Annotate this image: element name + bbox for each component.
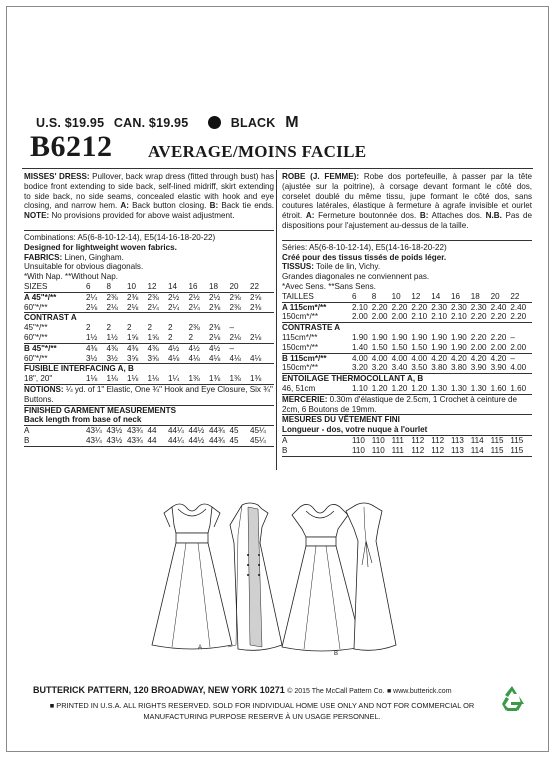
note-label: N.B. <box>485 211 502 221</box>
cell: 4.00 <box>510 363 527 373</box>
size-cell: 18 <box>470 291 480 301</box>
finished-heading: MESURES DU VÊTEMENT FINI <box>282 415 400 425</box>
unsuitable: Unsuitable for obvious diagonals. <box>24 262 144 272</box>
cell: 1⅜ <box>188 374 200 384</box>
cell: 111 <box>391 445 404 455</box>
cell: 1.50 <box>371 342 388 352</box>
cell: 2⅜ <box>127 292 139 302</box>
table-row <box>24 333 274 344</box>
cell: 43¼ <box>86 435 102 445</box>
cell: 1.50 <box>411 342 428 352</box>
row-label: 60"*/** <box>24 353 48 363</box>
view-a-desc: Fermeture boutonnée dos. <box>318 211 417 221</box>
cell: 2½ <box>168 292 180 302</box>
cell: 43¼ <box>86 426 102 436</box>
cell: 1.50 <box>391 342 408 352</box>
cell: 112 <box>411 445 425 455</box>
black-dot-icon <box>208 116 221 129</box>
cell: 1.90 <box>450 332 467 342</box>
table-row <box>24 303 274 314</box>
row-label: 60"*/** <box>24 302 48 312</box>
website: ■ www.butterick.com <box>387 688 452 695</box>
cell: 115 <box>490 435 504 445</box>
cell: 2½ <box>188 292 200 302</box>
cell: 2 <box>168 323 173 333</box>
color-label: BLACK <box>230 116 276 130</box>
price-us: U.S. $19.95 <box>36 116 105 130</box>
cell: 2.00 <box>371 312 388 322</box>
divider-top <box>22 168 533 169</box>
table-row <box>282 363 532 374</box>
copyright: © 2015 The McCall Pattern Co. <box>287 688 385 695</box>
cell: 2⅜ <box>209 302 221 312</box>
view-b-label: B: <box>419 211 429 221</box>
cell: 2¼ <box>86 292 98 302</box>
row-label: 45"*/** <box>24 323 48 333</box>
cell: – <box>229 343 235 353</box>
french-column <box>282 172 532 457</box>
table-row <box>24 344 274 354</box>
row-label: 46, 51cm <box>282 383 316 393</box>
cell: 1.20 <box>391 383 408 393</box>
size-cell: 6 <box>86 281 91 291</box>
cell: 4⅛ <box>229 353 241 363</box>
sizes-header <box>282 292 532 303</box>
nap-legend: *With Nap. **Without Nap. <box>24 272 119 282</box>
cell: 44 <box>147 435 157 445</box>
size-cell: 10 <box>127 281 137 291</box>
fabrics-label: TISSUS: <box>282 262 314 272</box>
size-cell: 22 <box>250 281 260 291</box>
cell: 4.20 <box>431 353 447 363</box>
cell: 2 <box>106 323 112 333</box>
table-row <box>282 354 532 364</box>
cell: 1⅜ <box>250 374 262 384</box>
table-row <box>24 323 274 333</box>
cell: 112 <box>431 445 445 455</box>
notions: ¼ yd. of 1" Elastic, One ¾" Hook and Eye Closure, Six ¾" Buttons. <box>24 384 273 404</box>
table-row <box>282 303 532 313</box>
cell: 4⅜ <box>147 343 159 353</box>
view-b-label: B <box>334 651 339 657</box>
cell: 2⅜ <box>250 302 262 312</box>
cell: 45¼ <box>250 435 266 445</box>
view-b-label: B: <box>209 201 219 211</box>
desc-body: Robe dos portefeuille, à passer par la tête (ajustée sur la poitrine), à corsage devant formant le côté dos, corselet doublé du même tissu, jupe formant le côté dos, sans coutures latérales, élastique à fermeture à agrafe invisible et ourlet étroit. <box>282 172 532 221</box>
cell: 4.00 <box>411 353 428 363</box>
cell: 2⅛ <box>127 302 139 312</box>
table-row <box>24 354 274 365</box>
size-cell: 8 <box>371 291 377 301</box>
cell: 1.40 <box>352 342 368 352</box>
row-label: A 45"*/** <box>24 292 57 302</box>
table-row <box>282 333 532 343</box>
cell: 4⅜ <box>127 343 139 353</box>
cell: 110 <box>371 435 385 445</box>
cell: 3.80 <box>450 363 467 373</box>
price-code: M <box>285 114 299 131</box>
company-address: BUTTERICK PATTERN, 120 BROADWAY, NEW YORK 10271 <box>33 685 285 695</box>
cell: 4⅜ <box>106 343 118 353</box>
row-label: 150cm*/** <box>282 312 318 322</box>
cell: – <box>229 323 235 333</box>
view-a-label: A: <box>120 201 129 211</box>
size-cell: 12 <box>147 281 157 291</box>
cell: 2.10 <box>411 312 428 322</box>
size-cell: 14 <box>431 291 441 301</box>
cell: 1.90 <box>450 342 467 352</box>
row-label: A <box>282 435 288 445</box>
size-cell: 12 <box>411 291 421 301</box>
cell: 2.20 <box>411 302 428 312</box>
column-divider <box>276 170 277 470</box>
cell: 4⅜ <box>86 343 98 353</box>
size-cell: 22 <box>510 291 520 301</box>
cell: 4.20 <box>490 353 507 363</box>
cell: 3⅝ <box>147 353 159 363</box>
cell: 2.40 <box>510 302 527 312</box>
row-label: A 115cm*/** <box>282 302 327 312</box>
desc-title: MISSES' DRESS: <box>24 172 90 181</box>
cell: 4.00 <box>352 353 368 363</box>
cell: 112 <box>411 435 425 445</box>
cell: 2.30 <box>431 302 447 312</box>
cell: 1.20 <box>371 383 388 393</box>
row-label: B 45"*/** <box>24 343 57 353</box>
price-can: CAN. $19.95 <box>113 116 189 130</box>
cell: 113 <box>450 445 464 455</box>
cell: 3⅝ <box>127 353 139 363</box>
note-text: Pas de dispositions pour l'ajustement au-dessus de la taille. <box>282 211 533 230</box>
cell: 2½ <box>209 292 221 302</box>
cell: 2 <box>86 323 91 333</box>
cell: 44 <box>147 426 157 436</box>
cell: 2⅛ <box>229 332 241 342</box>
cell: 2 <box>188 332 194 342</box>
row-label: 150cm*/** <box>282 363 318 373</box>
cell: 2.10 <box>431 312 447 322</box>
cell: 1.30 <box>431 383 447 393</box>
cell: 4.00 <box>391 353 408 363</box>
cell: 2.40 <box>490 302 507 312</box>
cell: 2⅜ <box>229 302 241 312</box>
cell: 2 <box>147 323 153 333</box>
cell: 3½ <box>86 353 98 363</box>
description <box>282 172 532 231</box>
cell: 3.20 <box>352 363 368 373</box>
desc-body: Pullover, back wrap dress (fitted through bust) has bodice front extending to side back, self-lined midriff, skirt extending to side back, no side seams, concealed elastic with hook and eye closing, and narrow hem. <box>24 172 275 211</box>
table-row <box>282 446 532 457</box>
table-row <box>282 436 532 446</box>
fusible-heading: ENTOILAGE THERMOCOLLANT A, B <box>282 374 424 384</box>
cell: 2⅜ <box>106 292 118 302</box>
cell: 4½ <box>209 343 221 353</box>
fabrics: Linen, Gingham. <box>64 252 124 262</box>
cell: 44½ <box>188 435 205 445</box>
cell: 1⅝ <box>147 332 159 342</box>
cell: 4⅛ <box>250 353 262 363</box>
cell: 2.20 <box>490 332 507 342</box>
sizes-header <box>24 282 274 293</box>
view-b-desc: Back tie ends. <box>221 201 275 211</box>
cell: 2⅛ <box>209 332 221 342</box>
cell: 45 <box>229 435 239 445</box>
cell: 43¾ <box>127 435 143 445</box>
row-label: B 115cm*/** <box>282 353 327 363</box>
cell: 1½ <box>106 332 118 342</box>
pattern-number: B6212 <box>30 130 113 163</box>
cell: 3.50 <box>411 363 428 373</box>
contrast-heading: CONTRASTE A <box>282 323 341 333</box>
cell: 1.90 <box>391 332 408 342</box>
cell: 4⅛ <box>168 353 180 363</box>
cell: 1⅜ <box>209 374 221 384</box>
combinations: Combinations: A5(6-8-10-12-14), E5(14-16-18-20-22) <box>24 232 216 242</box>
designed-for: Créé pour des tissus tissés de poids léger. <box>282 252 447 262</box>
note-label: NOTE: <box>24 211 50 221</box>
size-cell: 6 <box>352 291 357 301</box>
view-b-drawing <box>282 503 396 651</box>
cell: 1.90 <box>431 342 447 352</box>
cell: 2.20 <box>371 302 388 312</box>
cell: 2⅝ <box>250 292 262 302</box>
cell: 4.20 <box>470 353 487 363</box>
cell <box>250 323 271 333</box>
size-cell: 10 <box>391 291 401 301</box>
fabrics: Toile de lin, Vichy. <box>316 262 381 272</box>
combinations: Séries: A5(6-8-10-12-14), E5(14-16-18-20-22) <box>282 242 447 252</box>
sizes-label: SIZES <box>24 281 48 291</box>
cell: 43½ <box>106 426 123 436</box>
cell: 2⅝ <box>229 292 241 302</box>
cell: 2¼ <box>168 302 180 312</box>
back-length-label: Back length from base of neck <box>24 415 274 426</box>
cell: 1½ <box>86 332 98 342</box>
cell: 2 <box>127 323 132 333</box>
sizes-label: TAILLES <box>282 291 314 301</box>
cell: 2.20 <box>490 312 507 322</box>
english-column <box>24 172 274 447</box>
row-label: B <box>24 435 30 445</box>
cell: 1⅛ <box>127 374 139 384</box>
view-b-desc: Attaches dos. <box>431 211 483 221</box>
row-label: B <box>282 445 288 455</box>
cell: – <box>510 353 515 363</box>
cell: 2.20 <box>470 312 487 322</box>
cell: 115 <box>510 435 524 445</box>
cell: 2.00 <box>391 312 408 322</box>
size-cell: 18 <box>209 281 219 291</box>
cell: 2.00 <box>352 312 368 322</box>
cell: 2.30 <box>450 302 467 312</box>
cell: 1.30 <box>470 383 487 393</box>
cell: 44¼ <box>168 426 184 436</box>
cell: – <box>510 332 515 342</box>
cell: 2⅛ <box>86 302 98 312</box>
cell: 1⅛ <box>147 374 159 384</box>
fabrics-label: FABRICS: <box>24 252 63 262</box>
cell: 1⅛ <box>86 374 98 384</box>
table-row <box>282 384 532 395</box>
size-cell: 16 <box>450 291 460 301</box>
table-row <box>24 293 274 303</box>
cell: 1⅝ <box>127 332 139 342</box>
cell: 44¾ <box>209 435 225 445</box>
note-text: No provisions provided for above waist adjustment. <box>51 211 235 221</box>
cell: 113 <box>450 435 464 445</box>
cell: 2⅛ <box>106 302 118 312</box>
cell: 2.00 <box>470 342 487 352</box>
dress-back-views-illustration <box>150 495 405 670</box>
cell: 4.00 <box>371 353 388 363</box>
cell: 2.20 <box>391 302 408 312</box>
cell: 115 <box>490 445 504 455</box>
designed-for: Designed for lightweight woven fabrics. <box>24 242 177 252</box>
cell: 3½ <box>106 353 118 363</box>
cell: 1.60 <box>490 383 507 393</box>
notions: 0.30m d'élastique de 2.5cm, 1 Crochet à ceinture de 2cm, 6 Boutons de 19mm. <box>282 394 518 414</box>
cell: 114 <box>470 435 484 445</box>
cell: 1⅜ <box>229 374 241 384</box>
cell <box>250 344 271 354</box>
cell: 44¼ <box>168 435 184 445</box>
contrast-heading: CONTRAST A <box>24 313 77 323</box>
cell: 2.30 <box>470 302 487 312</box>
cell: 2.00 <box>510 342 527 352</box>
row-label: 60"*/** <box>24 332 48 342</box>
cell: 110 <box>371 445 385 455</box>
cell: 3.40 <box>391 363 408 373</box>
row-label: A <box>24 426 30 436</box>
footer-company-line <box>33 685 452 695</box>
cell: 4.20 <box>450 353 467 363</box>
view-a-desc: Back button closing. <box>132 201 207 211</box>
size-cell: 8 <box>106 281 112 291</box>
cell: 2¼ <box>147 302 159 312</box>
cell: 110 <box>352 445 365 455</box>
cell: 45 <box>229 426 239 436</box>
cell: 3.90 <box>490 363 507 373</box>
view-a-label: A: <box>305 211 315 221</box>
view-a-drawing <box>152 503 282 650</box>
cell: 1¼ <box>168 374 180 384</box>
cell: 4⅛ <box>188 353 200 363</box>
cell: 110 <box>352 435 365 445</box>
cell: 43½ <box>106 435 123 445</box>
size-cell: 20 <box>490 291 500 301</box>
size-cell: 14 <box>168 281 178 291</box>
cell: 3.80 <box>431 363 447 373</box>
cell: 111 <box>391 435 404 445</box>
cell: 44½ <box>188 426 205 436</box>
cell: 2.10 <box>450 312 467 322</box>
cell: 1.90 <box>411 332 428 342</box>
cell: 1.90 <box>371 332 388 342</box>
table-row <box>24 426 274 436</box>
size-cell: 20 <box>229 281 239 291</box>
cell: 115 <box>510 445 524 455</box>
cell: 1.90 <box>431 332 447 342</box>
desc-title: ROBE (J. FEMME): <box>282 172 360 181</box>
cell: 1.90 <box>352 332 368 342</box>
unsuitable: Grandes diagonales ne conviennent pas. <box>282 272 430 282</box>
cell: 3.20 <box>371 363 388 373</box>
row-label: 18", 20" <box>24 374 53 384</box>
difficulty-label: AVERAGE/MOINS FACILE <box>148 142 367 161</box>
nap-legend: *Avec Sens. **Sans Sens. <box>282 281 376 291</box>
finished-heading: FINISHED GARMENT MEASUREMENTS <box>24 405 176 415</box>
cell: 2¼ <box>188 302 200 312</box>
recycle-icon <box>497 684 527 714</box>
cell: 1.30 <box>450 383 467 393</box>
cell: 2.20 <box>510 312 527 322</box>
back-length-label: Longueur - dos, votre nuque à l'ourlet <box>282 425 532 436</box>
legal-notice: ■ PRINTED IN U.S.A. ALL RIGHTS RESERVED. SOLD FOR INDIVIDUAL HOME USE ONLY AND NOT FOR COMMERCIAL OR MANUFACTURING PURPOSE RESERVE À UN USAGE PERSONNEL. <box>49 701 475 721</box>
cell: 4½ <box>168 343 180 353</box>
size-cell: 16 <box>188 281 198 291</box>
cell: 2⅜ <box>188 323 200 333</box>
cell: 1.10 <box>352 383 368 393</box>
cell: 2.20 <box>470 332 487 342</box>
table-row <box>24 374 274 385</box>
cell: 43¾ <box>127 426 143 436</box>
cell: 44¾ <box>209 426 225 436</box>
cell: 112 <box>431 435 445 445</box>
cell: 1.20 <box>411 383 428 393</box>
cell: 3.90 <box>470 363 487 373</box>
notions-label: NOTIONS: <box>24 384 64 394</box>
cell: 2.10 <box>352 302 368 312</box>
description <box>24 172 274 221</box>
cell: 1.60 <box>510 383 527 393</box>
cell: 114 <box>470 445 484 455</box>
cell: 45¼ <box>250 426 266 436</box>
row-label: 150cm*/** <box>282 342 318 352</box>
cell: 2⅜ <box>147 292 159 302</box>
cell: 2.00 <box>490 342 507 352</box>
cell: 1⅛ <box>106 374 118 384</box>
table-row <box>282 312 532 323</box>
cell: 2⅛ <box>250 332 262 342</box>
cell: 2⅜ <box>209 323 221 333</box>
table-row <box>282 343 532 354</box>
cell: 4⅛ <box>209 353 221 363</box>
cell: 2 <box>168 332 173 342</box>
table-row <box>24 436 274 447</box>
view-a-label: A <box>198 645 203 651</box>
cell: 4½ <box>188 343 200 353</box>
notions-label: MERCERIE: <box>282 394 328 404</box>
fusible-heading: FUSIBLE INTERFACING A, B <box>24 364 134 374</box>
row-label: 115cm*/** <box>282 332 318 342</box>
